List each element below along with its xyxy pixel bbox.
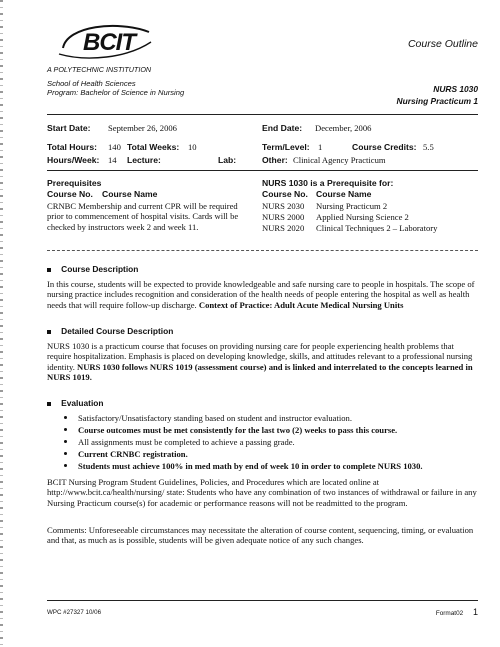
other-value: Clinical Agency Practicum (293, 155, 386, 165)
list-item: Current CRNBC registration. (78, 449, 478, 459)
bcit-logo (57, 18, 157, 62)
total-hours-label: Total Hours: (47, 142, 97, 152)
term-value: 1 (318, 142, 323, 152)
prereq-col-name: Course Name (102, 189, 158, 199)
detailed-description-text (47, 341, 479, 383)
page-number: 1 (472, 607, 478, 617)
footer-code: WPC #27327 10/06 (47, 609, 102, 616)
credits-label: Course Credits: (352, 142, 417, 152)
details-divider (47, 170, 478, 171)
comments-text: Comments: Unforeseeable circumstances may necessitate the alteration of course content, sequencing, timing, or evaluation and that, as much as is possible, students will be given adequate notice of any such changes. (47, 525, 474, 546)
prereq-for-col-no: Course No. (262, 189, 308, 199)
hours-week-label: Hours/Week: (47, 155, 100, 165)
start-date-label: Start Date: (47, 123, 91, 133)
section-heading: Detailed Course Description (61, 326, 174, 336)
section-heading: Course Description (61, 264, 139, 274)
credits-value: 5.5 (423, 142, 434, 152)
program-name: Program: Bachelor of Science in Nursing (47, 88, 185, 97)
total-weeks-label: Total Weeks: (127, 142, 180, 152)
footer-divider (47, 600, 478, 601)
context-of-practice: Context of Practice: Adult Acute Medical Nursing Units (198, 299, 404, 310)
detailed-description-heading (47, 326, 173, 336)
course-title: Nursing Practicum 1 (396, 96, 478, 106)
prereq-for-title: NURS 1030 is a Prerequisite for: (262, 178, 394, 188)
section-heading: Evaluation (61, 398, 104, 408)
square-bullet-icon (47, 330, 51, 334)
school-name: School of Health Sciences (47, 79, 136, 88)
course-name: Applied Nursing Science 2 (316, 212, 409, 222)
header-divider (47, 114, 478, 115)
evaluation-heading (47, 398, 104, 408)
start-date-value: September 26, 2006 (108, 123, 177, 133)
term-label: Term/Level: (262, 142, 310, 152)
course-description-text (47, 279, 479, 310)
list-item: Course outcomes must be met consistently for the last two (2) weeks to pass this course. (78, 425, 478, 435)
doc-type: Course Outline (407, 38, 478, 50)
detailed-description-bold: NURS 1030 follows NURS 1019 (assessment course) and is linked and interrelated to the concepts learned in NURS 1019. (47, 361, 473, 383)
list-item: Satisfactory/Unsatisfactory standing based on student and instructor evaluation. (78, 413, 478, 423)
lab-label: Lab: (218, 155, 237, 165)
prereq-for-col-name: Course Name (316, 189, 372, 199)
course-name: Clinical Techniques 2 – Laboratory (316, 223, 438, 233)
prereq-divider (47, 250, 478, 251)
hours-week-value: 14 (108, 155, 117, 165)
course-description-heading (47, 264, 138, 274)
total-hours-value: 140 (108, 142, 121, 152)
end-date-value: December, 2006 (315, 123, 372, 133)
detailed-description-body: NURS 1030 is a practicum course that focuses on providing nursing care for people experiencing health problems that require hospitalization. Emphasis is placed on developing knowledge, skills, and attitudes relevant to a professional nursing identity. (47, 341, 473, 372)
list-item: Students must achieve 100% in med math by end of week 10 in order to complete NURS 1030. (78, 461, 478, 471)
prereq-col-no: Course No. (47, 189, 93, 199)
institution-tagline: A POLYTECHNIC INSTITUTION (47, 65, 152, 74)
course-description-body: In this course, students will be expected to provide knowledgeable and safe nursing care to people in hospitals. The scope of nursing practice includes recognition and consideration of the health needs of people entering the hospital as well as health needs that will require follow-up discharge. (47, 279, 475, 310)
footer-format (436, 607, 478, 618)
square-bullet-icon (47, 268, 51, 272)
prereq-title: Prerequisites (47, 178, 102, 188)
course-name: Nursing Practicum 2 (316, 201, 388, 211)
other-label: Other: (262, 155, 288, 165)
scan-edge-artifact (0, 0, 3, 647)
course-code: NURS 1030 (433, 84, 478, 94)
square-bullet-icon (47, 402, 51, 406)
end-date-label: End Date: (262, 123, 303, 133)
lecture-label: Lecture: (127, 155, 161, 165)
policy-text: BCIT Nursing Program Student Guidelines, Policies, and Procedures which are located online at http://www.bcit.ca/health/nursing/ state: Students who have any combination of two instances of withdrawal or failure in any Nursing Practicum course(s) for academic or performance reasons will not be readmitted to the program. (47, 477, 477, 508)
course-no: NURS 2000 (262, 212, 305, 222)
format-label: Format02 (435, 610, 464, 617)
total-weeks-value: 10 (188, 142, 197, 152)
course-no: NURS 2020 (262, 223, 305, 233)
logo-text: BCIT (83, 29, 135, 56)
prereq-text: CRNBC Membership and current CPR will be required prior to commencement of hospital visits. Cards will be checked by instructors week 2 and week 11. (47, 201, 239, 232)
course-no: NURS 2030 (262, 201, 305, 211)
list-item: All assignments must be completed to achieve a passing grade. (78, 437, 478, 447)
